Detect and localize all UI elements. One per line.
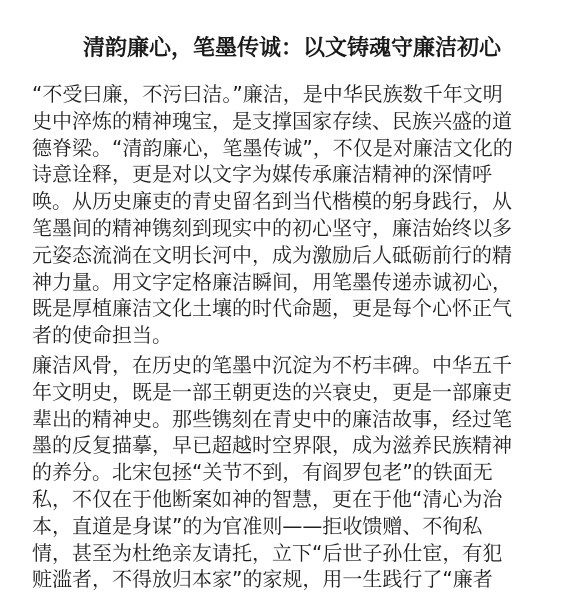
paragraph-line: 墨的反复描摹，早已超越时空界限，成为滋养民族精神 bbox=[32, 433, 512, 458]
paragraph-line: 德脊梁。“清韵廉心，笔墨传诚”，不仅是对廉洁文化的 bbox=[32, 135, 513, 160]
article-title: 清韵廉心，笔墨传诚：以文铸魂守廉洁初心 bbox=[82, 36, 501, 61]
paragraph-line: 本，直道是身谋”的为官准则——拒收馈赠、不徇私 bbox=[32, 513, 483, 538]
paragraph-line: 廉洁风骨，在历史的笔墨中沉淀为不朽丰碑。中华五千 bbox=[32, 353, 512, 377]
article-paragraph-2 bbox=[32, 352, 556, 593]
paragraph-line: 辈出的精神史。那些镌刻在青史中的廉洁故事，经过笔 bbox=[32, 406, 512, 431]
paragraph-line: 既是厚植廉洁文化土壤的时代命题，更是每个心怀正气 bbox=[32, 296, 512, 321]
article-paragraph-1 bbox=[32, 81, 556, 349]
paragraph-line: 者的使命担当。 bbox=[32, 323, 172, 348]
paragraph-line: 史中淬炼的精神瑰宝，是支撑国家存续、民族兴盛的道 bbox=[32, 108, 512, 133]
paragraph-line: 诗意诠释，更是对以文字为媒传承廉洁精神的深情呼 bbox=[32, 162, 492, 187]
paragraph-line: 唤。从历史廉吏的青史留名到当代楷模的躬身践行，从 bbox=[32, 189, 512, 214]
paragraph-line: 私，不仅在于他断案如神的智慧，更在于他“清心为治 bbox=[32, 486, 503, 511]
paragraph-line: 赃滥者，不得放归本家”的家规，用一生践行了“廉者 bbox=[32, 567, 493, 592]
paragraph-line: 神力量。用文字定格廉洁瞬间，用笔墨传递赤诚初心， bbox=[32, 269, 512, 294]
paragraph-line: 情，甚至为杜绝亲友请托，立下“后世子孙仕宦，有犯 bbox=[32, 540, 503, 565]
paragraph-line: 年文明史，既是一部王朝更迭的兴衰史，更是一部廉吏 bbox=[32, 379, 512, 404]
paragraph-line: “不受曰廉，不污曰洁。”廉洁，是中华民族数千年文明 bbox=[32, 82, 503, 106]
paragraph-line: 元姿态流淌在文明长河中，成为激励后人砥砺前行的精 bbox=[32, 242, 512, 267]
paragraph-line: 的养分。北宋包拯“关节不到，有阎罗包老”的铁面无 bbox=[32, 460, 493, 485]
paragraph-line: 笔墨间的精神镌刻到现实中的初心坚守，廉洁始终以多 bbox=[32, 215, 512, 240]
